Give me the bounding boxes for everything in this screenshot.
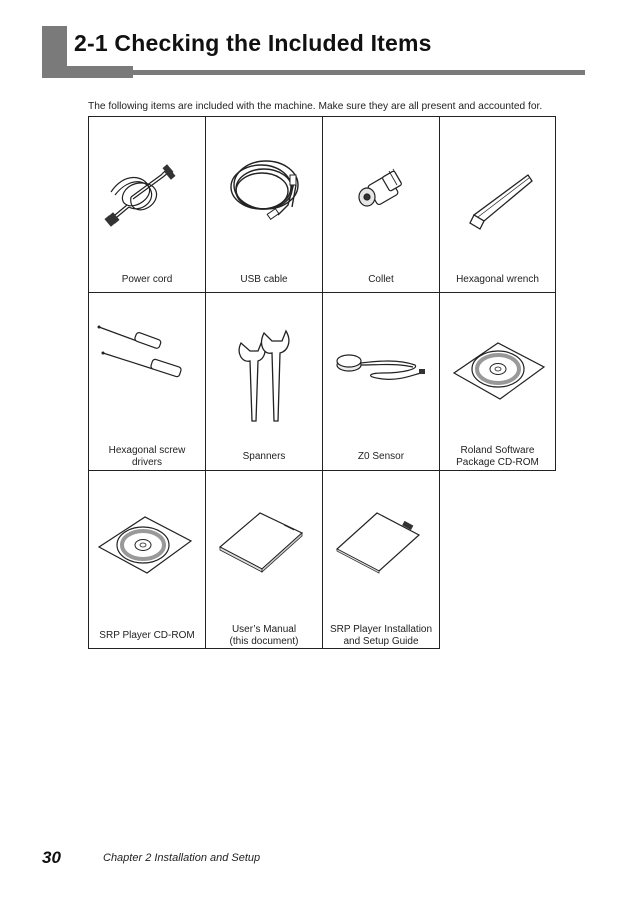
section-title: 2-1 Checking the Included Items <box>74 30 432 56</box>
hex-wrench-icon <box>440 117 557 294</box>
item-cell-screwdrivers <box>88 292 206 471</box>
item-label: USB cable <box>240 274 288 285</box>
item-label: Hexagonal wrench <box>456 274 539 285</box>
chapter-label: Chapter 2 Installation and Setup <box>103 852 261 864</box>
power-cord-icon <box>89 117 207 294</box>
intro-text: The following items are included with the machine. Make sure they are all present and accounted for. <box>88 101 543 112</box>
item-label: SRP Player CD-ROM <box>99 630 195 641</box>
item-label: Collet <box>368 274 394 285</box>
item-label: User’s Manual (this document) <box>229 624 299 647</box>
item-label: Roland Software Package CD-ROM <box>456 445 539 468</box>
item-label: SRP Player Installation and Setup Guide <box>329 624 433 647</box>
item-cell-hex-wrench <box>439 116 556 293</box>
item-cell-usb-cable <box>205 116 323 293</box>
section-marker-bar <box>42 26 67 78</box>
spanners-icon <box>206 293 324 472</box>
item-cell-z0-sensor <box>322 292 440 471</box>
section-marker-foot <box>67 66 133 78</box>
item-cell-roland-cd <box>439 292 556 471</box>
item-cell-power-cord <box>88 116 206 293</box>
item-label: Hexagonal screw drivers <box>108 445 186 468</box>
item-cell-users-manual <box>205 470 323 649</box>
item-cell-setup-guide <box>322 470 440 649</box>
items-grid <box>88 116 556 649</box>
collet-icon <box>323 117 441 294</box>
page-number: 30 <box>42 848 61 867</box>
usb-cable-icon <box>206 117 324 294</box>
section-rule <box>133 70 585 75</box>
item-label: Power cord <box>121 274 173 285</box>
item-cell-collet <box>322 116 440 293</box>
z0-sensor-icon <box>323 293 441 472</box>
item-cell-spanners <box>205 292 323 471</box>
item-label: Z0 Sensor <box>357 451 405 462</box>
item-label: Spanners <box>242 451 286 462</box>
item-cell-srp-cd <box>88 470 206 649</box>
cd-rom-icon <box>89 471 207 650</box>
